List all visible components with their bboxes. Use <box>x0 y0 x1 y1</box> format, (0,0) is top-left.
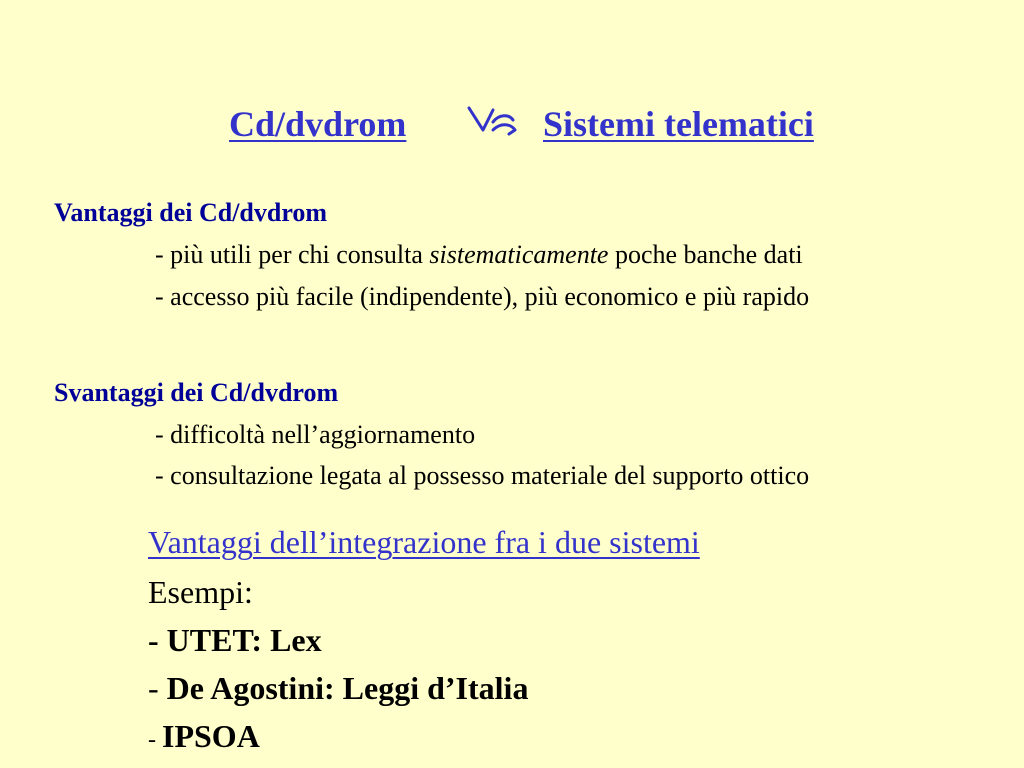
advantage-item-1 <box>155 240 803 270</box>
sistemi-telematici-link[interactable]: Sistemi telematici <box>543 104 814 144</box>
disadvantage-item-2: - consultazione legata al possesso materiale del supporto ottico <box>155 461 810 490</box>
advantage-item-1-tail: poche banche dati <box>608 240 803 269</box>
example-de-agostini-dash: - <box>148 670 167 706</box>
advantages-heading: Vantaggi dei Cd/dvdrom <box>54 198 328 227</box>
example-ipsoa-text: IPSOA <box>162 718 260 754</box>
example-de-agostini <box>148 670 528 707</box>
advantage-item-1-text: - più utili per chi consulta <box>155 240 430 269</box>
advantage-item-2: - accesso più facile (indipendente), più economico e più rapido <box>155 282 810 311</box>
example-utet: - UTET: Lex <box>148 622 322 658</box>
examples-label: Esempi: <box>148 574 253 610</box>
integration-link[interactable]: Vantaggi dell’integrazione fra i due sistemi <box>148 524 700 560</box>
disadvantage-item-1: - difficoltà nell’aggiornamento <box>155 420 476 449</box>
double-arrow-icon <box>463 100 523 140</box>
example-de-agostini-text: De Agostini: Leggi d’Italia <box>166 670 529 706</box>
disadvantages-heading: Svantaggi dei Cd/dvdrom <box>54 378 339 407</box>
advantage-item-1-italic: sistematicamente <box>429 240 609 269</box>
example-ipsoa-dash: - <box>148 727 162 753</box>
example-ipsoa <box>148 718 260 755</box>
cd-dvdrom-link[interactable]: Cd/dvdrom <box>229 104 407 144</box>
